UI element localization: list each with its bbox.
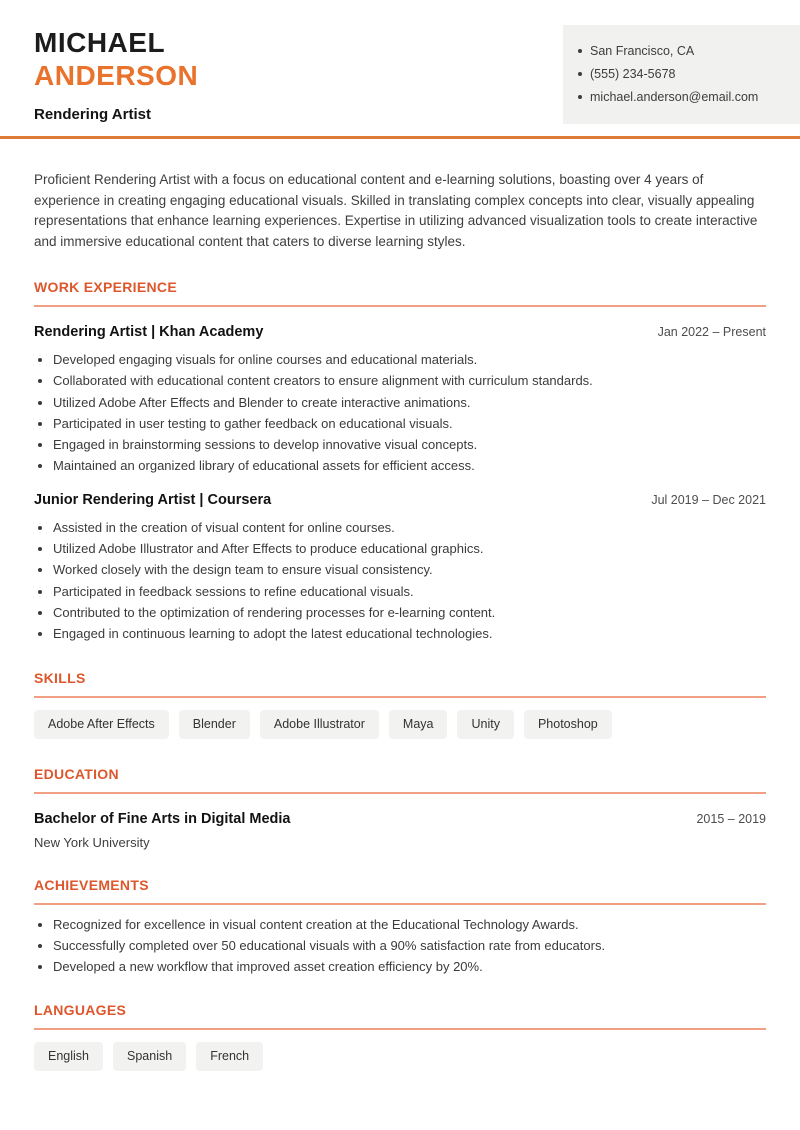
bullet-text: Engaged in brainstorming sessions to develop innovative visual concepts. [53,437,478,453]
section-education [34,766,766,850]
job-title: Junior Rendering Artist | Coursera [34,491,272,508]
bullet-icon [38,923,42,927]
school-name: New York University [34,834,150,850]
degree-title: Bachelor of Fine Arts in Digital Media [34,810,291,827]
job-header [34,324,766,340]
section-title: WORK EXPERIENCE [34,279,766,307]
language-tag: French [196,1042,263,1071]
section-achievements [34,877,766,976]
contact-location [563,44,790,59]
resume-header [0,0,800,123]
language-tag: Spanish [113,1042,186,1071]
bullet-text: Developed a new workflow that improved asset creation efficiency by 20%. [53,959,483,975]
bullet-text: Utilized Adobe After Effects and Blender to create interactive animations. [53,394,471,410]
contact-box [563,25,800,124]
contact-email [563,90,790,105]
bullet-text: Utilized Adobe Illustrator and After Effects to produce educational graphics. [53,541,484,557]
bullet-icon [38,590,42,594]
bullet-icon [38,632,42,636]
skill-tag: Photoshop [524,710,612,739]
bullet-item [34,562,766,578]
achievement-list [34,917,766,976]
bullet-icon [38,379,42,383]
education-header [34,811,766,827]
bullet-item [34,395,766,411]
language-tag-list [34,1042,766,1071]
bullet-item [34,938,766,954]
skill-tag-list [34,710,766,739]
bullet-item [34,520,766,536]
job-bullet-list [34,520,766,643]
skill-tag: Maya [389,710,448,739]
job-bullet-list [34,352,766,475]
bullet-item [34,917,766,933]
bullet-text: Recognized for excellence in visual content creation at the Educational Technology Awards. [53,916,579,932]
bullet-text: Maintained an organized library of educational assets for efficient access. [53,458,475,474]
professional-summary: Proficient Rendering Artist with a focus on educational content and e-learning solutions, boasting over 4 years of experience in creating engaging educational visuals. Skilled in translating complex concepts into clear, visually appealing representations that enhance learning experiences. Expertise in utilizing advanced visualization tools to create interactive and immersive educational content that caters to diverse learning styles. [34,172,758,249]
section-title: ACHIEVEMENTS [34,877,766,905]
bullet-icon [578,95,582,99]
bullet-icon [38,401,42,405]
bullet-icon [578,72,582,76]
skill-tag: Adobe After Effects [34,710,169,739]
bullet-icon [38,944,42,948]
bullet-icon [38,443,42,447]
bullet-icon [38,568,42,572]
education-dates: 2015 – 2019 [696,811,766,826]
job-title: Rendering Artist | Khan Academy [34,324,264,340]
section-title: SKILLS [34,670,766,698]
bullet-item [34,437,766,453]
bullet-icon [38,965,42,969]
bullet-item [34,541,766,557]
language-tag: English [34,1042,103,1071]
bullet-text: Developed engaging visuals for online courses and educational materials. [53,352,478,367]
header-divider [0,136,800,139]
contact-list [563,44,790,105]
section-languages [34,1002,766,1071]
bullet-item [34,584,766,600]
job-header [34,492,766,508]
bullet-item [34,373,766,389]
bullet-text: Participated in feedback sessions to refine educational visuals. [53,583,414,599]
contact-phone-text: (555) 234-5678 [590,67,676,81]
section-work-experience [34,279,766,643]
bullet-icon [578,49,582,53]
bullet-item [34,605,766,621]
bullet-icon [38,464,42,468]
job-entry [34,492,766,643]
last-name: ANDERSON [34,60,199,91]
bullet-icon [38,611,42,615]
section-title: EDUCATION [34,766,766,794]
bullet-text: Engaged in continuous learning to adopt the latest educational technologies. [53,626,493,642]
section-skills [34,670,766,739]
bullet-item [34,458,766,474]
bullet-text: Contributed to the optimization of rendering processes for e-learning content. [53,604,496,620]
bullet-icon [38,526,42,530]
bullet-text: Successfully completed over 50 educational visuals with a 90% satisfaction rate from educators. [53,937,606,953]
bullet-text: Collaborated with educational content creators to ensure alignment with curriculum standards. [53,373,593,389]
bullet-item [34,626,766,642]
bullet-text: Participated in user testing to gather feedback on educational visuals. [53,415,453,431]
section-title: LANGUAGES [34,1002,766,1030]
bullet-item [34,416,766,432]
job-dates: Jan 2022 – Present [657,325,766,339]
contact-email-text: michael.anderson@email.com [590,90,759,104]
resume-body [0,170,800,1071]
bullet-item [34,959,766,975]
first-name: MICHAEL [34,27,166,58]
job-entry [34,324,766,475]
bullet-icon [38,358,42,362]
bullet-item [34,352,766,368]
skill-tag: Adobe Illustrator [260,710,379,739]
skill-tag: Blender [179,710,250,739]
contact-location-text: San Francisco, CA [590,44,695,58]
candidate-job-title: Rendering Artist [34,106,151,123]
bullet-icon [38,422,42,426]
skill-tag: Unity [457,710,513,739]
bullet-icon [38,547,42,551]
bullet-text: Assisted in the creation of visual content for online courses. [53,519,395,535]
job-dates: Jul 2019 – Dec 2021 [651,492,766,507]
bullet-text: Worked closely with the design team to ensure visual consistency. [53,562,433,578]
contact-phone [563,67,790,82]
